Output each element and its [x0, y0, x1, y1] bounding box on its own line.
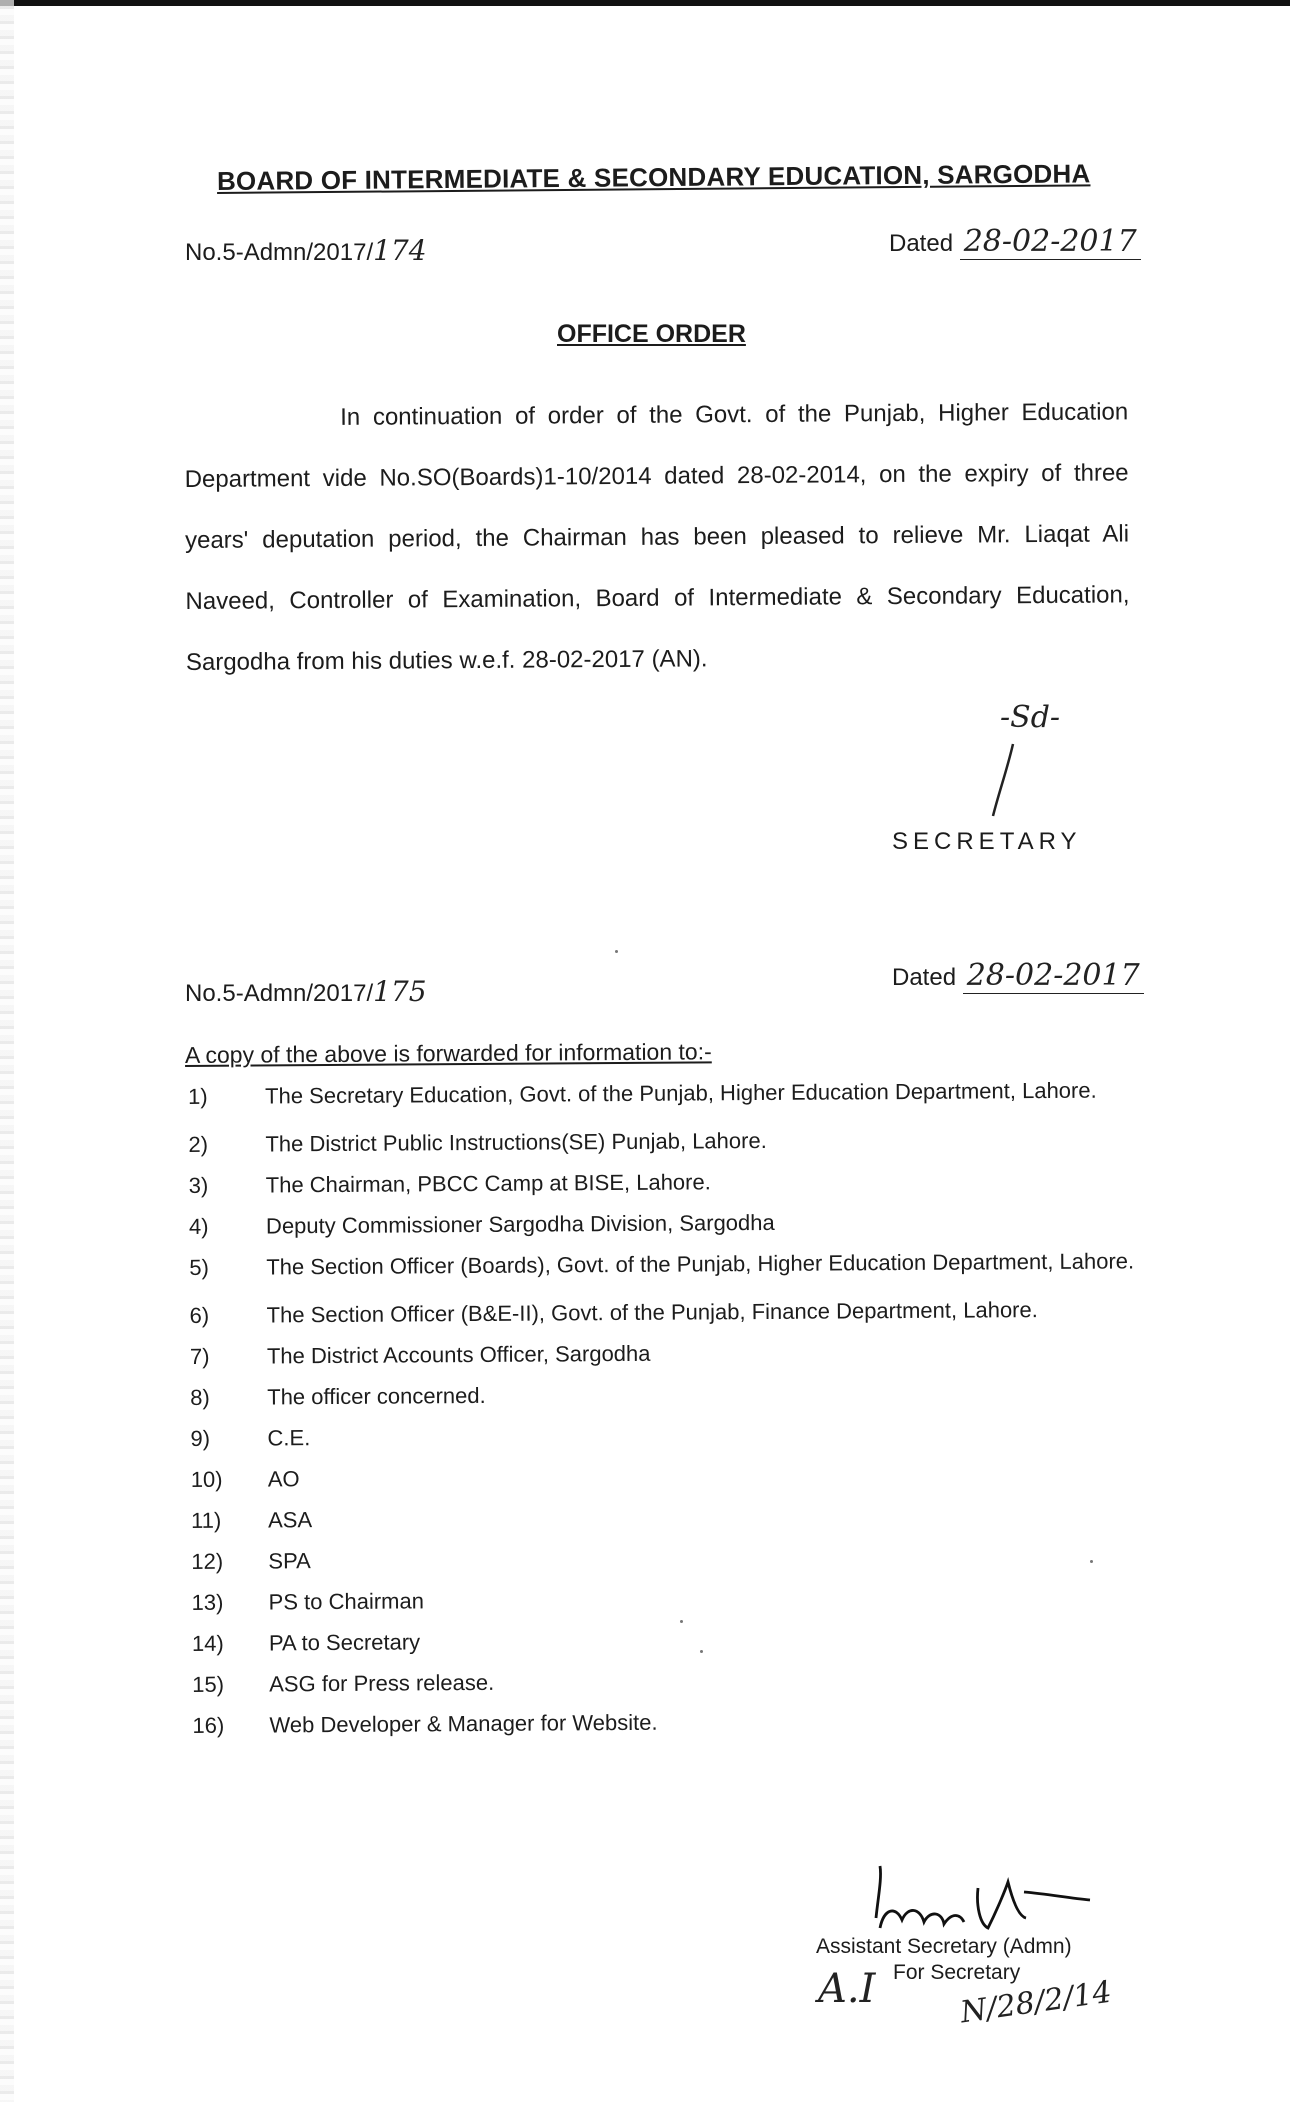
list-item-number: 5): [189, 1254, 209, 1280]
list-item: [188, 1123, 1138, 1159]
order-body: [184, 381, 1130, 693]
assistant-secretary-title: Assistant Secretary (Admn): [816, 1935, 1072, 1958]
list-item: [191, 1458, 1141, 1494]
list-item: [189, 1205, 1139, 1241]
scan-speck: [1090, 1560, 1093, 1563]
list-item-number: 13): [191, 1589, 224, 1615]
copy-intro: A copy of the above is forwarded for information to:-: [184, 1038, 712, 1068]
list-item-text: Web Developer & Manager for Website.: [269, 1709, 658, 1738]
list-item: [189, 1164, 1139, 1200]
list-item-text: AO: [267, 1466, 300, 1492]
list-item-text: ASA: [267, 1507, 313, 1533]
list-item: [189, 1246, 1139, 1289]
list-item-text: The Section Officer (Boards), Govt. of the Punjab, Higher Education Department, Lahore.: [266, 1248, 1135, 1280]
handwritten-initials: A.I: [818, 1966, 876, 2012]
list-item-text: Deputy Commissioner Sargodha Division, Sargodha: [265, 1209, 775, 1239]
order-body-text: In continuation of order of the Govt. of the Punjab, Higher Education Department vide No.SO(Boards)1-10/2014 dated 28-02-2014, on the expiry of three years' deputation period, the Chairman has been pleased to relieve Mr. Liaqat Ali Naveed, Controller of Examination, Board of Intermediate & Secondary Education, Sargodha from his duties w.e.f. 28-02-2017 (AN).: [184, 398, 1130, 676]
list-item-number: 16): [192, 1712, 225, 1738]
list-item: [190, 1417, 1140, 1453]
copy-dated-label: Dated: [892, 964, 957, 991]
list-item-text: C.E.: [267, 1425, 311, 1451]
scan-speck: [680, 1620, 683, 1623]
list-item-number: 12): [191, 1548, 224, 1574]
list-item: [191, 1540, 1141, 1576]
list-item: [192, 1622, 1142, 1658]
scan-top-edge: [0, 0, 1290, 6]
list-item-number: 14): [191, 1630, 224, 1656]
list-item-number: 8): [190, 1384, 210, 1410]
copy-date: 28-02-2017: [963, 958, 1144, 994]
signature-stroke: [985, 740, 1025, 820]
list-item: [190, 1294, 1140, 1330]
scan-speck: [615, 950, 618, 953]
list-item-text: The District Public Instructions(SE) Punjab, Lahore.: [265, 1127, 767, 1157]
handwritten-note: N/28/2/14: [958, 1974, 1114, 2031]
list-item-number: 15): [192, 1671, 225, 1697]
list-item: [190, 1335, 1140, 1371]
list-item: [190, 1376, 1140, 1412]
list-item-text: PA to Secretary: [268, 1629, 421, 1656]
order-dated-label: Dated: [889, 230, 954, 257]
list-item: [192, 1581, 1142, 1617]
list-item-number: 3): [188, 1172, 209, 1198]
copy-ref-prefix: No.5-Admn/2017/: [185, 980, 374, 1007]
list-item-number: 2): [188, 1131, 209, 1157]
board-heading: BOARD OF INTERMEDIATE & SECONDARY EDUCATION, SARGODHA: [216, 158, 1091, 196]
list-item-text: The officer concerned.: [267, 1382, 486, 1410]
list-item-text: ASG for Press release.: [269, 1669, 495, 1697]
order-ref-number: 174: [373, 234, 427, 267]
list-item-text: The Section Officer (B&E-II), Govt. of the Punjab, Finance Department, Lahore.: [266, 1297, 1038, 1328]
sd-mark: -Sd-: [1000, 700, 1061, 735]
list-item-text: The Secretary Education, Govt. of the Punjab, Higher Education Department, Lahore.: [265, 1077, 1097, 1109]
list-item-text: The District Accounts Officer, Sargodha: [266, 1340, 651, 1369]
list-item-number: 11): [190, 1507, 222, 1533]
list-item-text: SPA: [268, 1548, 311, 1574]
scan-speck: [700, 1650, 703, 1653]
list-item: [191, 1499, 1141, 1535]
copy-dated: [892, 958, 1144, 994]
for-secretary-label: For Secretary: [893, 1961, 1021, 1984]
list-item: [192, 1663, 1142, 1699]
office-order-title: OFFICE ORDER: [557, 320, 746, 348]
list-item-text: The Chairman, PBCC Camp at BISE, Lahore.: [265, 1169, 711, 1198]
order-dated: [889, 224, 1141, 260]
scan-left-edge: [0, 0, 14, 2102]
copy-reference: [185, 975, 427, 1008]
list-item-text: PS to Chairman: [268, 1588, 425, 1615]
list-item: [188, 1075, 1138, 1118]
secretary-signatory: SECRETARY: [892, 828, 1082, 855]
list-item-number: 6): [189, 1302, 210, 1328]
order-ref-prefix: No.5-Admn/2017/: [185, 239, 374, 266]
order-date: 28-02-2017: [960, 224, 1141, 260]
copy-ref-number: 175: [373, 975, 427, 1008]
recipient-list: [188, 1075, 1143, 1752]
list-item-number: 1): [188, 1083, 208, 1109]
list-item-number: 9): [190, 1425, 211, 1451]
list-item-number: 7): [189, 1343, 210, 1369]
list-item-number: 4): [188, 1213, 209, 1239]
list-item: [192, 1704, 1142, 1740]
list-item-number: 10): [190, 1466, 223, 1492]
order-reference: [185, 234, 427, 267]
